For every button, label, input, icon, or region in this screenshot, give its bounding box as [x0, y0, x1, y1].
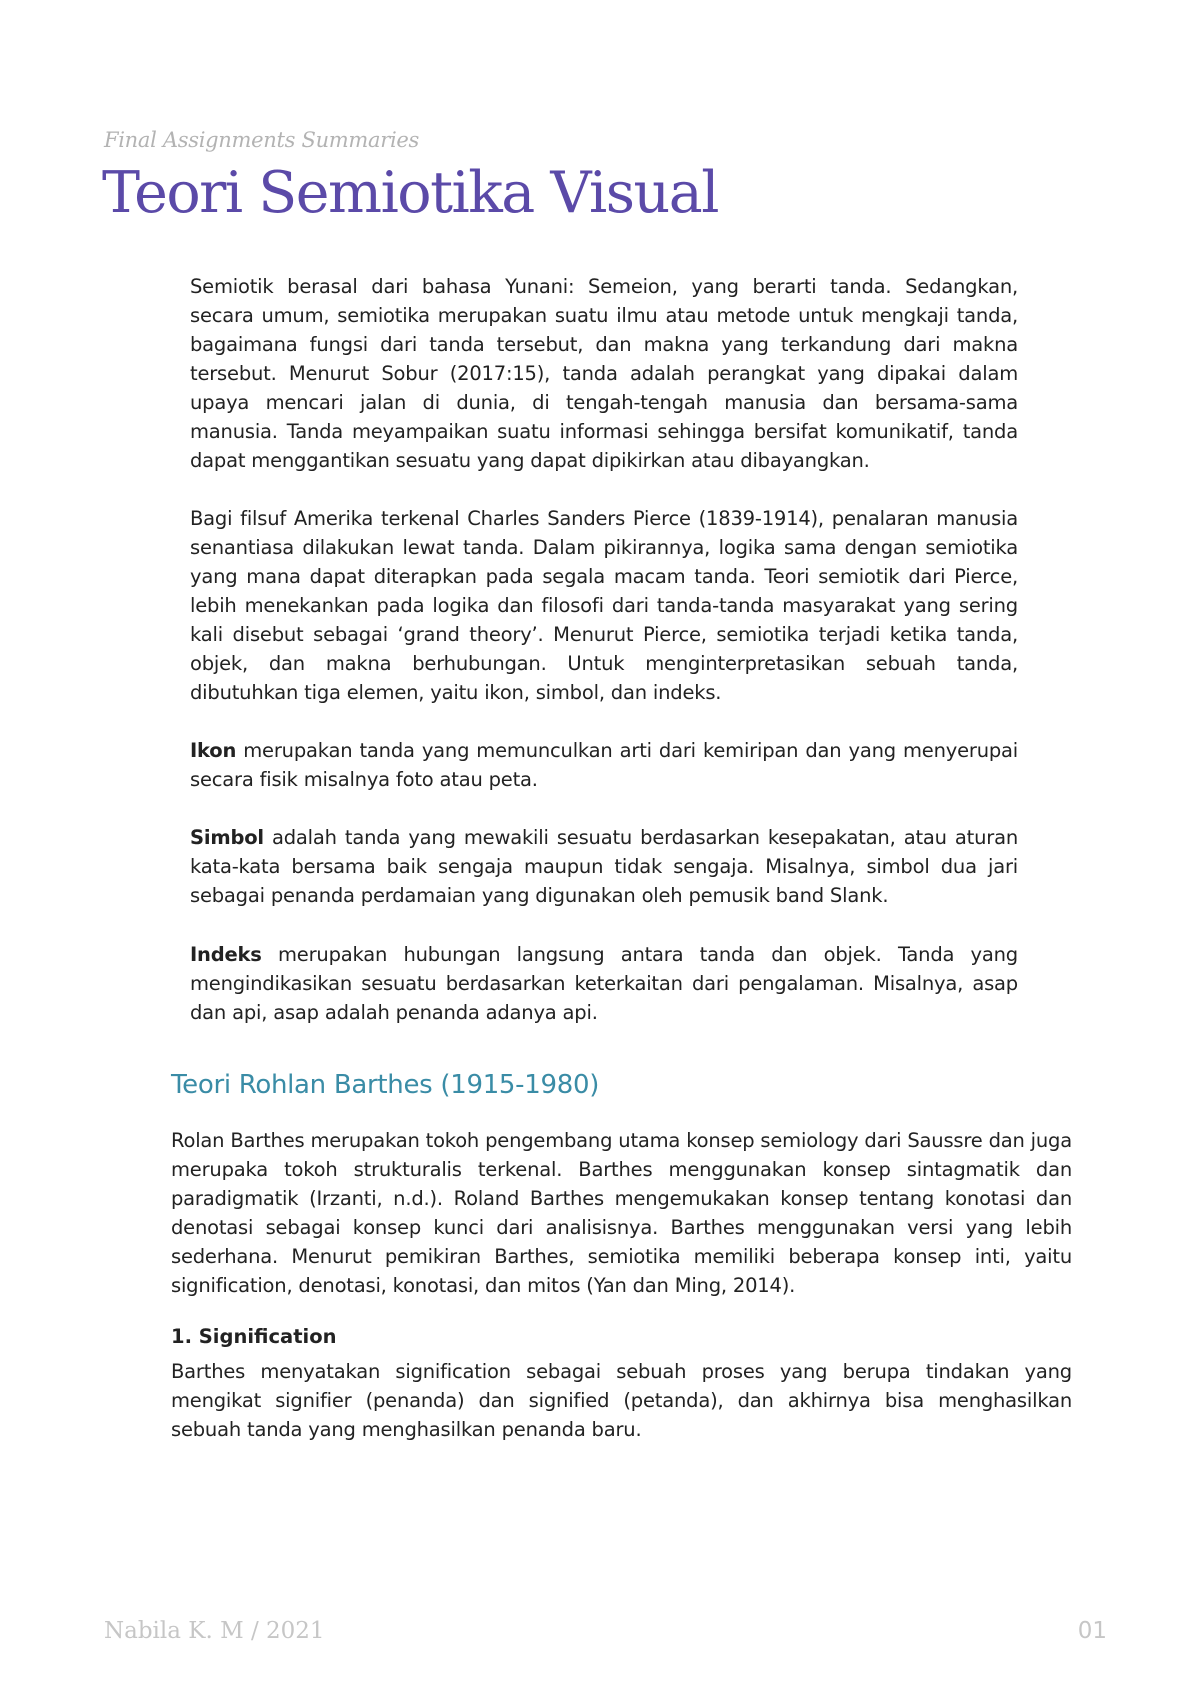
ikon-paragraph [190, 736, 1018, 794]
simbol-term: Simbol [190, 826, 264, 849]
document-eyebrow: Final Assignments Summaries [104, 128, 420, 152]
indeks-term: Indeks [190, 943, 262, 966]
signification-heading: 1. Signification [171, 1325, 337, 1348]
intro-paragraph-1: Semiotik berasal dari bahasa Yunani: Semeion, yang berarti tanda. Sedangkan, secara umum, semiotika merupakan suatu ilmu atau metode untuk mengkaji tanda, bagaimana fungsi dari tanda tersebut, dan makna yang terkandung dari makna tersebut. Menurut Sobur (2017:15), tanda adalah perangkat yang dipakai dalam upaya mencari jalan di dunia, di tengah-tengah manusia dan bersama-sama manusia. Tanda meyampaikan suatu informasi sehingga bersifat komunikatif, tanda dapat menggantikan sesuatu yang dapat dipikirkan atau dibayangkan. [190, 275, 1018, 472]
page-title: Teori Semiotika Visual [102, 160, 718, 226]
page-number: 01 [1077, 1618, 1107, 1644]
ikon-term: Ikon [190, 739, 237, 762]
section-heading-barthes: Teori Rohlan Barthes (1915-1980) [171, 1070, 600, 1100]
indeks-text: merupakan hubungan langsung antara tanda dan objek. Tanda yang mengindikasikan sesuatu berdasarkan keterkaitan dari pengalaman. Misalnya, asap dan api, asap adalah penanda adanya api. [190, 943, 1018, 1024]
intro-paragraph-2: Bagi filsuf Amerika terkenal Charles Sanders Pierce (1839-1914), penalaran manusia senantiasa dilakukan lewat tanda. Dalam pikirannya, logika sama dengan semiotika yang mana dapat diterapkan pada segala macam tanda. Teori semiotik dari Pierce, lebih menekankan pada logika dan filosofi dari tanda-tanda masyarakat yang sering kali disebut sebagai ‘grand theory’. Menurut Pierce, semiotika terjadi ketika tanda, objek, dan makna berhubungan. Untuk menginterpretasikan sebuah tanda, dibutuhkan tiga elemen, yaitu ikon, simbol, dan indeks. [190, 507, 1018, 704]
simbol-paragraph [190, 823, 1018, 910]
footer-author: Nabila K. M / 2021 [104, 1618, 325, 1644]
simbol-text: adalah tanda yang mewakili sesuatu berdasarkan kesepakatan, atau aturan kata-kata bersama baik sengaja maupun tidak sengaja. Misalnya, simbol dua jari sebagai penanda perdamaian yang digunakan oleh pemusik band Slank. [190, 826, 1018, 907]
signification-paragraph: Barthes menyatakan signification sebagai sebuah proses yang berupa tindakan yang mengikat signifier (penanda) dan signified (petanda), dan akhirnya bisa menghasilkan sebuah tanda yang menghasilkan penanda baru. [171, 1360, 1072, 1441]
indeks-paragraph [190, 940, 1018, 1027]
barthes-paragraph: Rolan Barthes merupakan tokoh pengembang utama konsep semiology dari Saussre dan juga merupaka tokoh strukturalis terkenal. Barthes menggunakan konsep sintagmatik dan paradigmatik (Irzanti, n.d.). Roland Barthes mengemukakan konsep tentang konotasi dan denotasi sebagai konsep kunci dari analisisnya. Barthes menggunakan versi yang lebih sederhana. Menurut pemikiran Barthes, semiotika memiliki beberapa konsep inti, yaitu signification, denotasi, konotasi, dan mitos (Yan dan Ming, 2014). [171, 1129, 1072, 1297]
ikon-text: merupakan tanda yang memunculkan arti dari kemiripan dan yang menyerupai secara fisik misalnya foto atau peta. [190, 739, 1018, 791]
